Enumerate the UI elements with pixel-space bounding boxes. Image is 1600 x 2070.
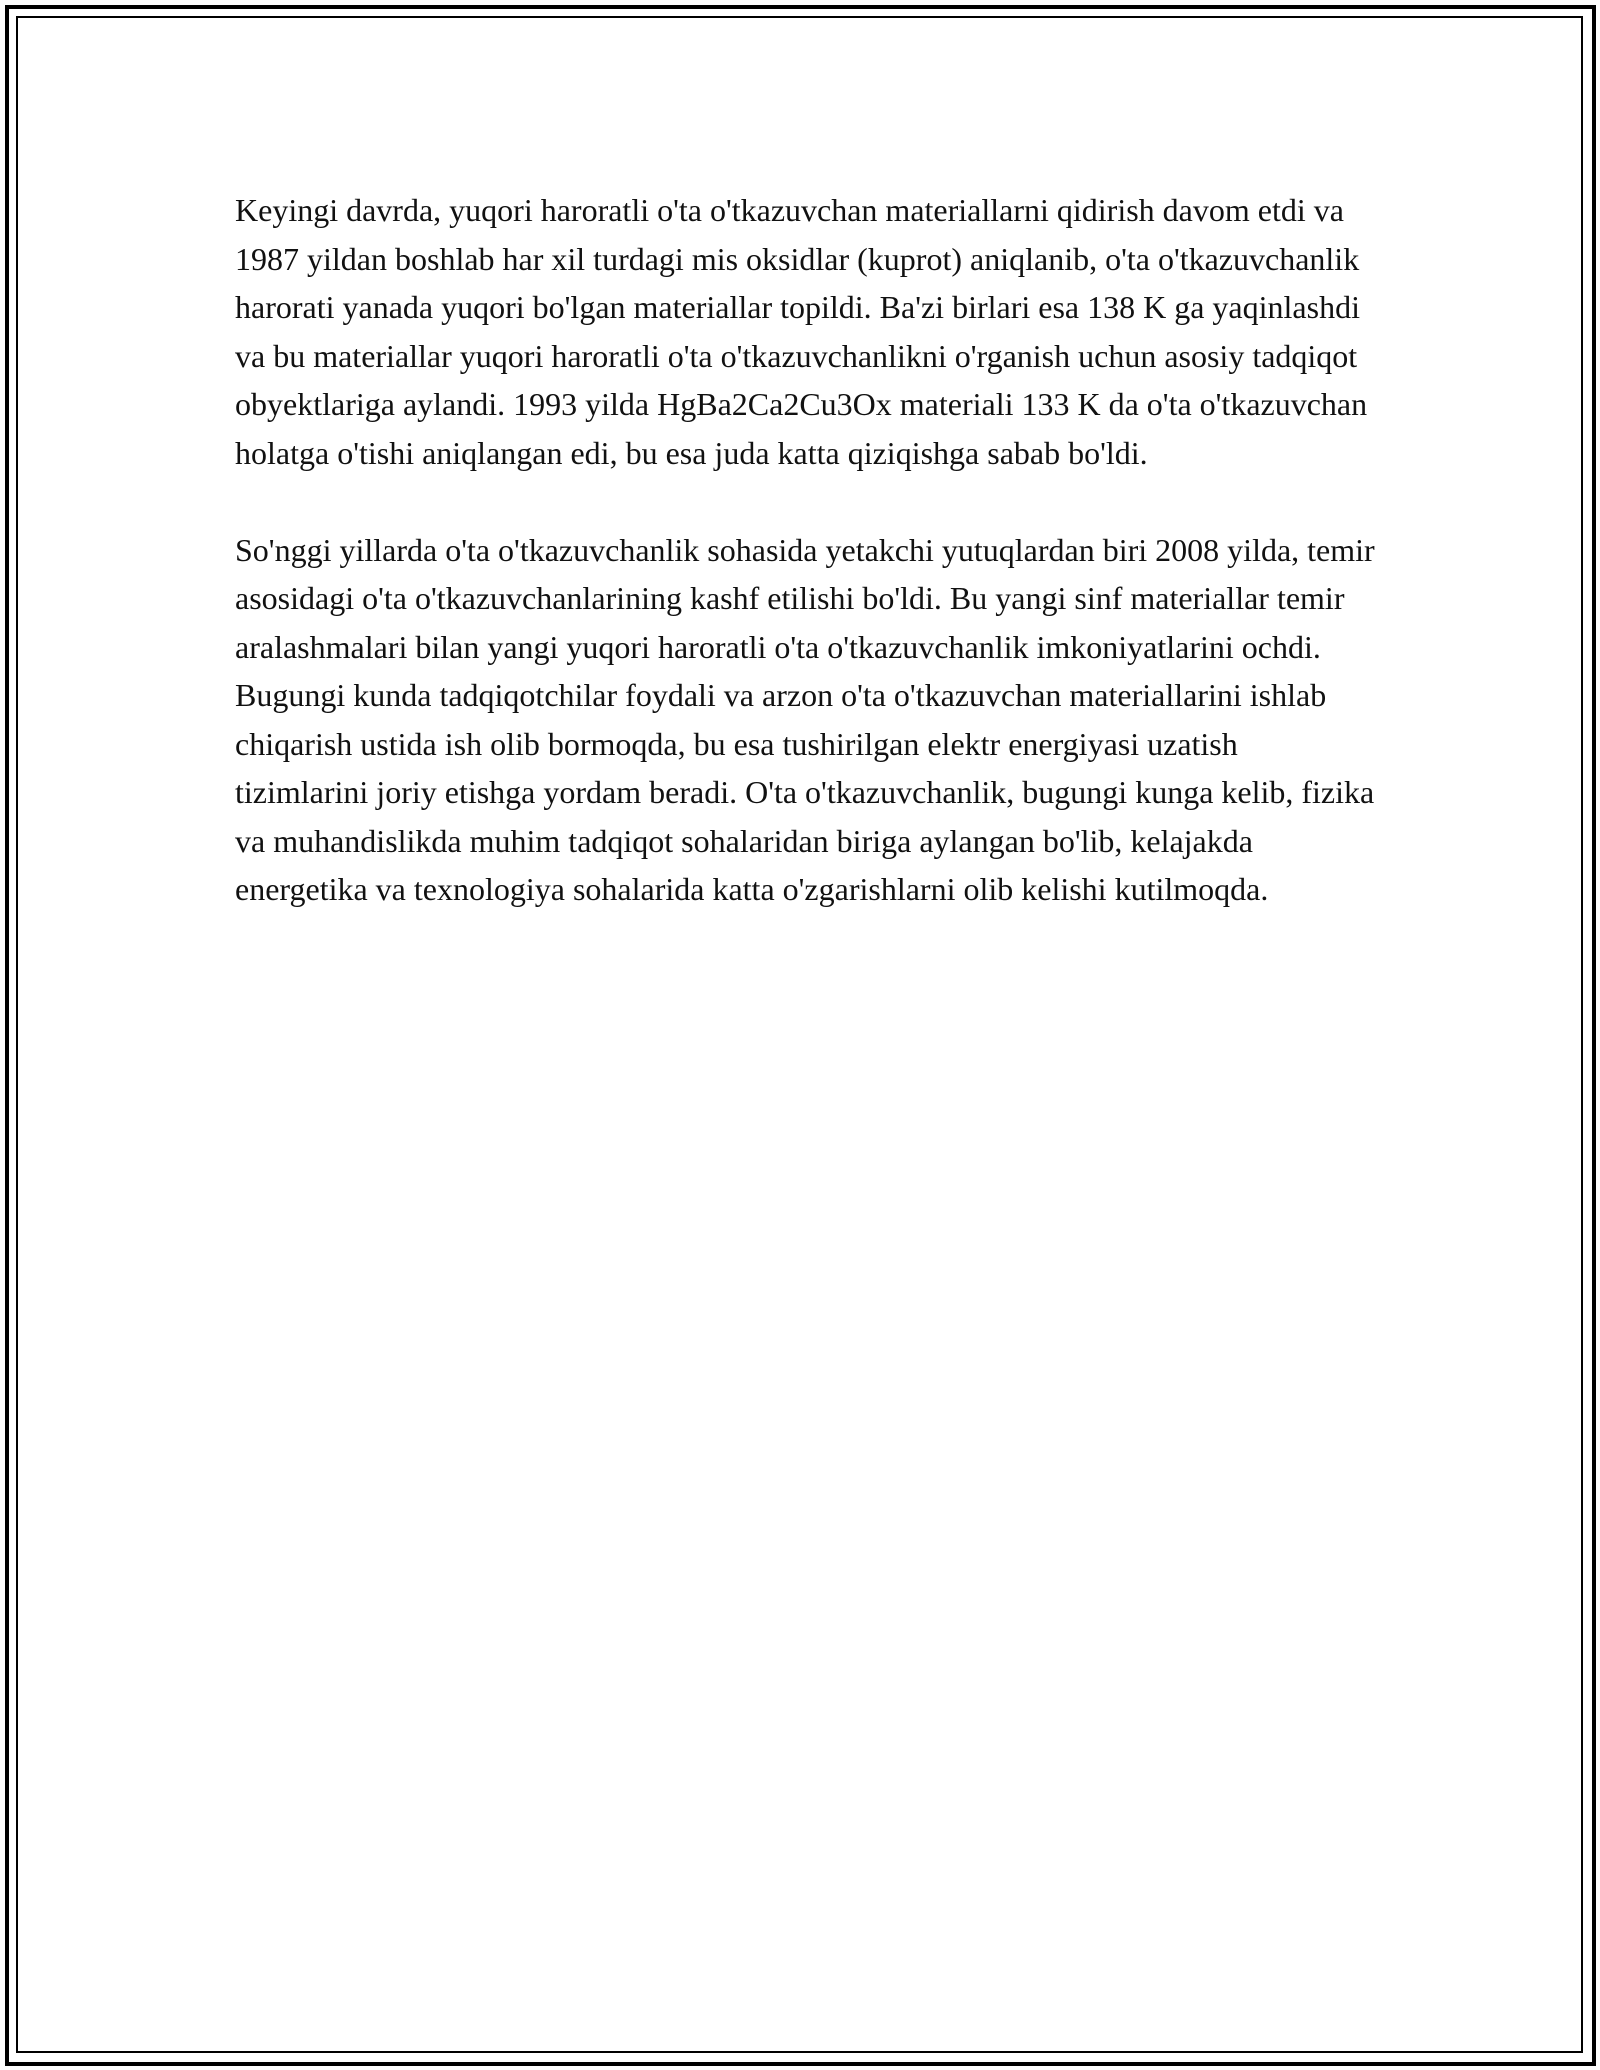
paragraph-1: Keyingi davrda, yuqori haroratli o'ta o'tkazuvchan materiallarni qidirish davom etdi va 1987 yildan boshlab har xil turdagi mis oksidlar (kuprot) aniqlanib, o'ta o'tkazuvchanlik harorati yanada yuqori bo'lgan materiallar topildi. Ba'zi birlari esa 138 K ga yaqinlashdi va bu materiallar yuqori haroratli o'ta o'tkazuvchanlikni o'rganish uchun asosiy tadqiqot obyektlariga aylandi. 1993 yilda HgBa2Ca2Cu3Ox materiali 133 K da o'ta o'tkazuvchan holatga o'tishi aniqlangan edi, bu esa juda katta qiziqishga sabab bo'ldi. <box>235 192 1368 471</box>
document-body <box>235 186 1375 962</box>
paragraph-2: So'nggi yillarda o'ta o'tkazuvchanlik sohasida yetakchi yutuqlardan biri 2008 yilda, temir asosidagi o'ta o'tkazuvchanlarining kashf etilishi bo'ldi. Bu yangi sinf materiallar temir aralashmalari bilan yangi yuqori haroratli o'ta o'tkazuvchanlik imkoniyatlarini ochdi. Bugungi kunda tadqiqotchilar foydali va arzon o'ta o'tkazuvchan materiallarini ishlab chiqarish ustida ish olib bormoqda, bu esa tushirilgan elektr energiyasi uzatish tizimlarini joriy etishga yordam beradi. O'ta o'tkazuvchanlik, bugungi kunga kelib, fizika va muhandislikda muhim tadqiqot sohalaridan biriga aylangan bo'lib, kelajakda energetika va texnologiya sohalarida katta o'zgarishlarni olib kelishi kutilmoqda. <box>235 531 1375 907</box>
